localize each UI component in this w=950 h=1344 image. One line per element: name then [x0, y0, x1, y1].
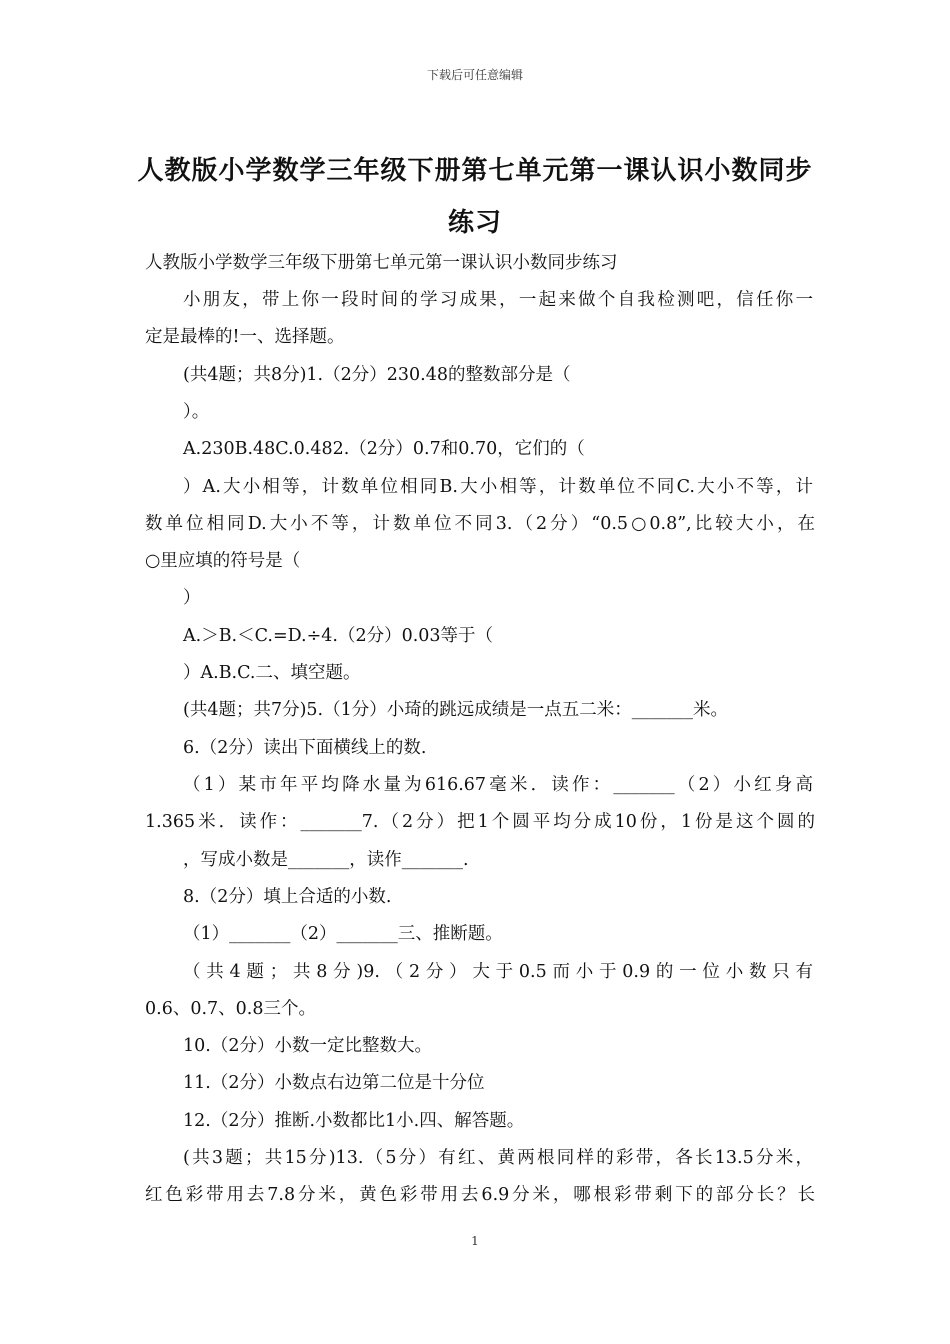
- question-line: 6.（2分）读出下面横线上的数.: [183, 738, 427, 758]
- question-line: ，写成小数是_______，读作_______.: [183, 850, 469, 870]
- question-line: (共4题；共7分)5.（1分）小琦的跳远成绩是一点五二米：_______米。: [183, 700, 729, 720]
- question-line: (共3题；共15分)13.（5分）有红、黄两根同样的彩带，各长13.5分米，: [183, 1148, 813, 1168]
- question-line: ）: [183, 588, 201, 608]
- question-line: （1）某市年平均降水量为616.67毫米．读作：_______（2）小红身高: [183, 775, 813, 795]
- header-note: 下载后可任意编辑: [426, 68, 523, 82]
- question-line: 8.（2分）填上合适的小数.: [183, 887, 392, 907]
- intro-line: 定是最棒的!一、选择题。: [145, 327, 345, 347]
- question-line: 0.6、0.7、0.8三个。: [145, 999, 316, 1019]
- document-title-line-2: 练习: [447, 208, 502, 238]
- question-line: ）A.B.C.二、填空题。: [183, 663, 361, 683]
- question-line: 10.（2分）小数一定比整数大。: [183, 1036, 432, 1056]
- subtitle-line: 人教版小学数学三年级下册第七单元第一课认识小数同步练习: [145, 253, 618, 273]
- document-title-line-1: 人教版小学数学三年级下册第七单元第一课认识小数同步: [137, 156, 813, 186]
- question-line: ）。: [183, 402, 210, 422]
- question-line: 12.（2分）推断.小数都比1小.四、解答题。: [183, 1111, 525, 1131]
- question-line: 1.365米．读作：_______7.（2分）把1个圆平均分成10份，1份是这个圆的: [145, 812, 815, 832]
- question-line: （共4题；共8分)9.（2分）大于0.5而小于0.9的一位小数只有: [183, 962, 813, 982]
- question-line: （1）_______（2）_______三、推断题。: [183, 924, 503, 944]
- question-line: 数单位相同D.大小不等，计数单位不同3.（2分）“0.5○0.8”,比较大小，在: [145, 514, 815, 534]
- intro-line: 小朋友，带上你一段时间的学习成果，一起来做个自我检测吧，信任你一: [183, 290, 813, 310]
- question-line: ）A.大小相等，计数单位相同B.大小相等，计数单位不同C.大小不等，计: [183, 477, 813, 497]
- question-line: (共4题；共8分)1.（2分）230.48的整数部分是（: [183, 365, 571, 385]
- question-line: A.230B.48C.0.482.（2分）0.7和0.70，它们的（: [183, 439, 585, 459]
- page-number: 1: [471, 1234, 479, 1248]
- question-line: 红色彩带用去7.8分米，黄色彩带用去6.9分米，哪根彩带剩下的部分长？长: [145, 1185, 815, 1205]
- question-line: A.＞B.＜C.=D.÷4.（2分）0.03等于（: [183, 626, 494, 646]
- question-line: ○里应填的符号是（: [145, 551, 301, 571]
- question-line: 11.（2分）小数点右边第二位是十分位: [183, 1073, 485, 1093]
